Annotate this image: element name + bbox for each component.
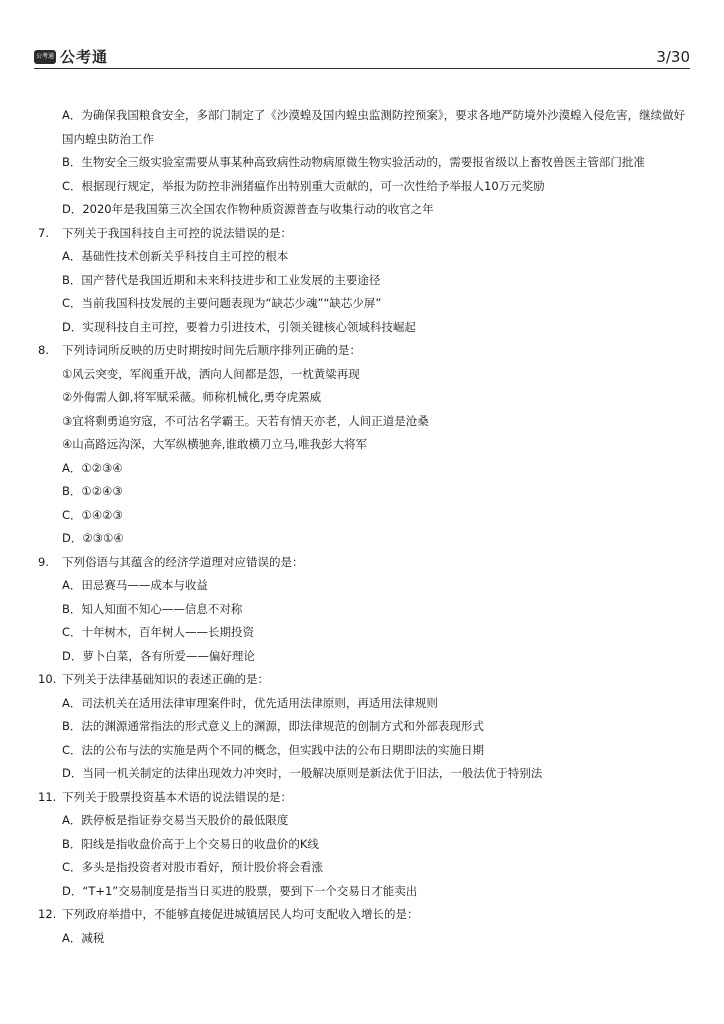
logo-badge: 公考通 xyxy=(34,50,56,64)
option-b: B．①②④③ xyxy=(62,484,123,498)
option-d: D．②③①④ xyxy=(62,531,124,545)
logo xyxy=(34,46,108,67)
question-number: 9. xyxy=(38,554,49,569)
question-text: 下列俗语与其蕴含的经济学道理对应错误的是： xyxy=(62,554,304,569)
option-a: A．基础性技术创新关乎科技自主可控的根本 xyxy=(62,249,289,263)
question-content xyxy=(38,104,690,950)
question-number: 10. xyxy=(38,672,57,686)
option-c: C．当前我国科技发展的主要问题表现为“缺芯少魂”“缺芯少屏” xyxy=(62,296,382,310)
question-11 xyxy=(38,786,690,904)
option-a: A．跌停板是指证券交易当天股价的最低限度 xyxy=(62,813,289,827)
question-stem xyxy=(38,903,690,927)
question-number: 7. xyxy=(38,225,49,240)
question-text: 下列关于我国科技自主可控的说法错误的是： xyxy=(62,225,292,240)
option-d: D．实现科技自主可控，要着力引进技术，引领关键核心领域科技崛起 xyxy=(62,319,416,334)
poem-line-1: ①风云突变，军阀重开战，洒向人间都是怨，一枕黄粱再现 xyxy=(62,366,360,381)
option-c: C．十年树木，百年树人——长期投资 xyxy=(62,625,255,639)
question-text: 下列政府举措中，不能够直接促进城镇居民人均可支配收入增长的是： xyxy=(62,907,419,921)
question-9 xyxy=(38,551,690,669)
question-8 xyxy=(38,339,690,551)
option-c: C．根据现行规定，举报为防控非洲猪瘟作出特别重大贡献的，可一次性给予举报人10万元奖励 xyxy=(62,178,545,193)
question-number: 11. xyxy=(38,789,57,804)
option-b: B．生物安全三级实验室需要从事某种高致病性动物病原微生物实验活动的，需要报省级以上畜牧兽医主管部门批准 xyxy=(62,155,645,169)
poem-line-2: ②外侮需人御,将军赋采薇。师称机械化,勇夺虎罴威 xyxy=(62,390,322,404)
option-d: D．当同一机关制定的法律出现效力冲突时，一般解决原则是新法优于旧法，一般法优于特别法 xyxy=(62,766,543,780)
option-a: A．田忌赛马——成本与收益 xyxy=(62,578,208,592)
question-text: 下列关于股票投资基本术语的说法错误的是： xyxy=(62,789,292,804)
question-number: 12. xyxy=(38,907,57,921)
option-a: A．①②③④ xyxy=(62,460,123,475)
question-stem xyxy=(38,668,690,692)
poem-line-3: ③宜将剩勇追穷寇，不可沽名学霸王。天若有情天亦老，人间正道是沧桑 xyxy=(62,413,429,428)
question-7 xyxy=(38,222,690,340)
option-b: B．知人知面不知心——信息不对称 xyxy=(62,601,243,616)
question-12 xyxy=(38,903,690,950)
question-6-options xyxy=(38,104,690,222)
question-stem xyxy=(38,222,690,246)
option-a: A．为确保我国粮食安全，多部门制定了《沙漠蝗及国内蝗虫监测防控预案》，要求各地严防境外沙漠蝗入侵危害，继续做好国内蝗虫防治工作 xyxy=(62,108,686,146)
option-c: C．法的公布与法的实施是两个不同的概念，但实践中法的公布日期即法的实施日期 xyxy=(62,742,485,757)
option-d: D．“T+1”交易制度是指当日买进的股票，要到下一个交易日才能卖出 xyxy=(62,883,418,898)
question-stem xyxy=(38,339,690,363)
question-text: 下列诗词所反映的历史时期按时间先后顺序排列正确的是： xyxy=(62,343,361,357)
option-d: D．2020年是我国第三次全国农作物种质资源普查与收集行动的收官之年 xyxy=(62,202,434,216)
poem-line-4: ④山高路远沟深，大军纵横驰奔,谁敢横刀立马,唯我彭大将军 xyxy=(62,437,368,451)
option-a: A．减税 xyxy=(62,930,105,945)
question-text: 下列关于法律基础知识的表述正确的是： xyxy=(62,672,269,686)
page-number: 3/30 xyxy=(656,48,690,66)
option-b: B．法的渊源通常指法的形式意义上的渊源，即法律规范的创制方式和外部表现形式 xyxy=(62,719,484,733)
logo-text: 公考通 xyxy=(60,48,109,66)
question-stem xyxy=(38,551,690,575)
option-b: B．阳线是指收盘价高于上个交易日的收盘价的K线 xyxy=(62,836,319,851)
option-a: A．司法机关在适用法律审理案件时，优先适用法律原则，再适用法律规则 xyxy=(62,695,438,710)
question-10 xyxy=(38,668,690,786)
question-number: 8. xyxy=(38,343,49,357)
option-b: B．国产替代是我国近期和未来科技进步和工业发展的主要途径 xyxy=(62,272,381,287)
option-d: D．萝卜白菜，各有所爱——偏好理论 xyxy=(62,648,255,663)
page-header xyxy=(34,46,690,69)
option-c: C．①④②③ xyxy=(62,507,123,522)
option-c: C．多头是指投资者对股市看好，预计股价将会看涨 xyxy=(62,860,324,874)
question-stem xyxy=(38,786,690,810)
